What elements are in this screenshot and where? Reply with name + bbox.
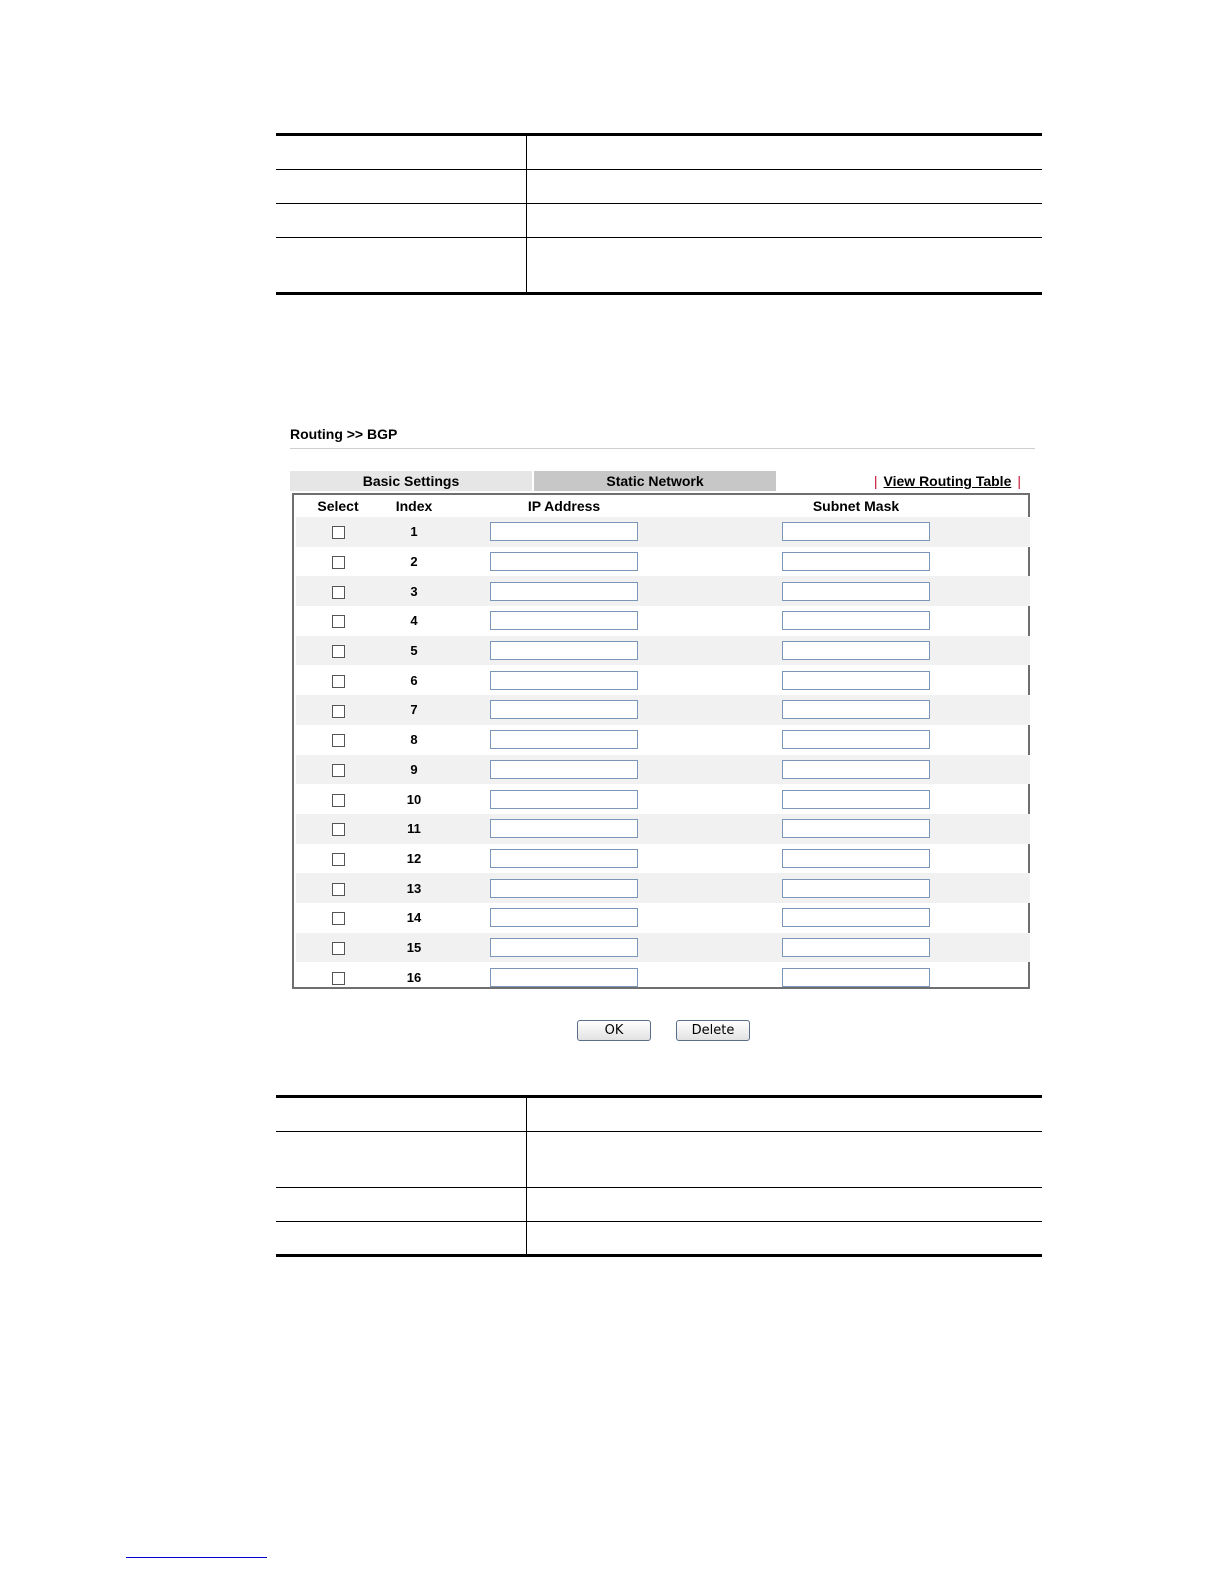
select-checkbox[interactable] <box>332 912 345 925</box>
subnet-mask-input[interactable] <box>782 790 930 809</box>
table-row <box>296 517 1030 547</box>
subnet-mask-input[interactable] <box>782 938 930 957</box>
table-row <box>296 636 1030 666</box>
link-separator-left: | <box>873 473 878 489</box>
row-index: 1 <box>410 524 418 540</box>
breadcrumb: Routing >> BGP <box>290 420 1035 449</box>
subnet-mask-input[interactable] <box>782 641 930 660</box>
select-checkbox[interactable] <box>332 883 345 896</box>
static-network-table <box>296 495 1030 992</box>
row-index: 11 <box>407 821 421 837</box>
ip-address-input[interactable] <box>490 849 638 868</box>
subnet-mask-input[interactable] <box>782 819 930 838</box>
static-network-table-frame <box>292 493 1030 989</box>
action-buttons <box>290 1020 1035 1044</box>
subnet-mask-input[interactable] <box>782 582 930 601</box>
select-checkbox[interactable] <box>332 794 345 807</box>
table-row <box>296 903 1030 933</box>
row-index: 14 <box>406 910 422 926</box>
table-row <box>296 933 1030 963</box>
subnet-mask-input[interactable] <box>782 671 930 690</box>
link-separator-right: | <box>1017 473 1021 489</box>
select-checkbox[interactable] <box>332 823 345 836</box>
table-body <box>296 517 1030 992</box>
tab-static-network[interactable]: Static Network <box>534 471 776 491</box>
ip-address-input[interactable] <box>490 522 638 541</box>
subnet-mask-input[interactable] <box>782 879 930 898</box>
subnet-mask-input[interactable] <box>782 730 930 749</box>
row-index: 9 <box>410 761 418 777</box>
row-index: 8 <box>410 732 418 748</box>
ip-address-input[interactable] <box>490 582 638 601</box>
table-row <box>296 665 1030 695</box>
header-subnet-mask: Subnet Mask <box>812 498 900 514</box>
subnet-mask-input[interactable] <box>782 700 930 719</box>
row-index: 7 <box>410 702 418 718</box>
table-row <box>296 814 1030 844</box>
header-ip-address: IP Address <box>527 498 601 514</box>
select-checkbox[interactable] <box>332 972 345 985</box>
row-index: 16 <box>406 969 422 985</box>
select-checkbox[interactable] <box>332 556 345 569</box>
subnet-mask-input[interactable] <box>782 908 930 927</box>
ip-address-input[interactable] <box>490 908 638 927</box>
footer-link-underline <box>126 1557 267 1558</box>
subnet-mask-input[interactable] <box>782 611 930 630</box>
select-checkbox[interactable] <box>332 705 345 718</box>
select-checkbox[interactable] <box>332 764 345 777</box>
row-index: 5 <box>410 643 418 659</box>
ip-address-input[interactable] <box>490 552 638 571</box>
select-checkbox[interactable] <box>332 645 345 658</box>
ip-address-input[interactable] <box>490 790 638 809</box>
select-checkbox[interactable] <box>332 586 345 599</box>
tab-bar <box>290 471 1035 493</box>
row-index: 3 <box>410 583 418 599</box>
delete-button[interactable]: Delete <box>676 1020 750 1041</box>
select-checkbox[interactable] <box>332 942 345 955</box>
row-index: 2 <box>410 554 418 570</box>
subnet-mask-input[interactable] <box>782 552 930 571</box>
ip-address-input[interactable] <box>490 819 638 838</box>
bgp-static-network-panel <box>290 420 1035 1038</box>
ip-address-input[interactable] <box>490 611 638 630</box>
ip-address-input[interactable] <box>490 730 638 749</box>
subnet-mask-input[interactable] <box>782 968 930 987</box>
select-checkbox[interactable] <box>332 675 345 688</box>
row-index: 13 <box>406 880 422 896</box>
select-checkbox[interactable] <box>332 615 345 628</box>
row-index: 15 <box>406 939 422 955</box>
table-row <box>296 576 1030 606</box>
ip-address-input[interactable] <box>490 671 638 690</box>
view-routing-table-link[interactable]: View Routing Table <box>883 473 1012 489</box>
ip-address-input[interactable] <box>490 968 638 987</box>
table-row <box>296 695 1030 725</box>
tab-basic-settings[interactable]: Basic Settings <box>290 471 532 491</box>
table-row <box>296 725 1030 755</box>
row-index: 4 <box>410 613 418 629</box>
ip-address-input[interactable] <box>490 700 638 719</box>
row-index: 10 <box>406 791 422 807</box>
tab-links <box>868 471 1027 491</box>
ip-address-input[interactable] <box>490 938 638 957</box>
table-header-row <box>296 495 1030 517</box>
row-index: 6 <box>410 672 418 688</box>
table-row <box>296 962 1030 992</box>
ok-button[interactable]: OK <box>577 1020 651 1041</box>
row-index: 12 <box>406 850 422 866</box>
select-checkbox[interactable] <box>332 853 345 866</box>
subnet-mask-input[interactable] <box>782 849 930 868</box>
description-table-top <box>276 133 1042 295</box>
select-checkbox[interactable] <box>332 526 345 539</box>
table-row <box>296 606 1030 636</box>
ip-address-input[interactable] <box>490 641 638 660</box>
description-table-bottom <box>276 1095 1042 1257</box>
table-row <box>296 784 1030 814</box>
ip-address-input[interactable] <box>490 760 638 779</box>
select-checkbox[interactable] <box>332 734 345 747</box>
table-row <box>296 755 1030 785</box>
header-select: Select <box>317 498 359 514</box>
header-index: Index <box>395 498 433 514</box>
table-row <box>296 873 1030 903</box>
subnet-mask-input[interactable] <box>782 760 930 779</box>
subnet-mask-input[interactable] <box>782 522 930 541</box>
ip-address-input[interactable] <box>490 879 638 898</box>
table-row <box>296 844 1030 874</box>
table-row <box>296 547 1030 577</box>
